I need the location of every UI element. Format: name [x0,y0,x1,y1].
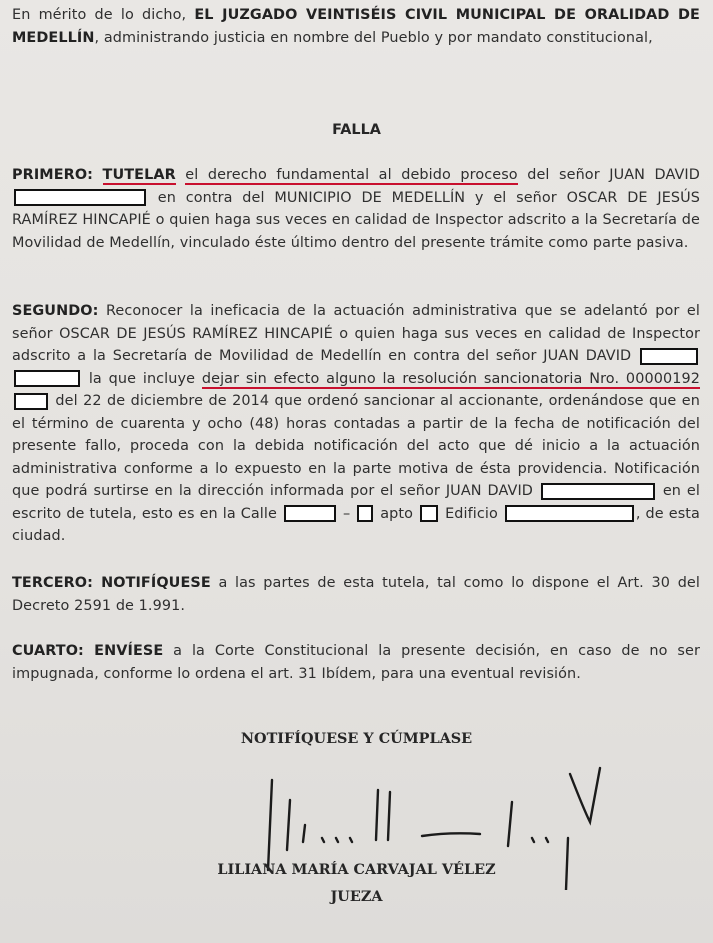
intro-text-1: En mérito de lo dicho, [12,7,187,23]
segundo-text-3: del 22 de diciembre de 2014 que ordenó sancionar al accionante, ordenándose que en el término de cuarenta y ocho (48) horas contadas a partir de la fecha de notificación del presente fallo, proceda con la debida notificación del acto que dé inicio a la actuación administrativa conforme a lo expuesto en la parte motiva de ésta providencia. Notificación que podrá surtirse en la dirección informada por el señor JUAN DAVID [12,393,700,499]
signer-name: LILIANA MARÍA CARVAJAL VÉLEZ [217,861,496,878]
primero-text-2: en contra del MUNICIPIO DE MEDELLÍN y el señor OSCAR DE JESÚS RAMÍREZ HINCAPIÉ o quien haga sus veces en calidad de Inspector adscrito a la Secretaría de Movilidad de Medellín, vinculado éste último dentro del presente trámite como parte pasiva. [12,189,700,251]
segundo-text-7: Edificio [445,505,498,522]
redaction-box [420,505,438,522]
tercero-paragraph [12,572,700,617]
closing-text: NOTIFÍQUESE Y CÚMPLASE [240,730,473,747]
redaction-box [14,393,48,410]
falla-title: FALLA [332,122,381,138]
primero-paragraph [12,164,700,254]
primero-text-1: del señor JUAN DAVID [527,167,700,183]
segundo-label: SEGUNDO: [12,303,99,319]
redaction-box [640,348,698,365]
redaction-box [357,505,373,522]
redaction-box [14,189,146,206]
segundo-text-8: , de esta ciudad. [12,505,700,544]
cuarto-label: CUARTO: ENVÍESE [12,643,164,659]
primero-label: PRIMERO: [12,167,94,183]
intro-text-2: , administrando justicia en nombre del Pueblo y por mandato constitucional, [94,29,653,46]
tercero-text: a las partes de esta tutela, tal como lo dispone el Art. 30 del Decreto 2591 de 1.991. [12,575,700,614]
segundo-text-1: Reconocer la ineficacia de la actuación administrativa que se adelantó por el señor OSCAR DE JESÚS RAMÍREZ HINCAPIÉ o quien haga sus veces en calidad de Inspector adscrito a la Secretaría de Movilidad de Medellín en contra del señor JUAN DAVID [12,303,700,364]
redaction-box [541,483,655,500]
segundo-text-6: apto [380,505,414,522]
segundo-underlined: dejar sin efecto alguno la resolución sancionatoria Nro. 00000192 [201,370,700,387]
segundo-text-5: – [342,505,351,522]
cuarto-text: a la Corte Constitucional la presente decisión, en caso de no ser impugnada, conforme lo ordena el art. 31 Ibídem, para una eventual revisión. [12,643,700,682]
segundo-text-4: en el escrito de tutela, esto es en la Calle [12,483,700,522]
primero-underlined: el derecho fundamental al debido proceso [185,167,518,183]
tercero-label: TERCERO: NOTIFÍQUESE [12,575,211,591]
redaction-box [14,370,80,387]
segundo-text-2: la que incluye [88,370,196,387]
segundo-paragraph [12,300,700,548]
redaction-box [284,505,336,522]
court-name: EL JUZGADO VEINTISÉIS CIVIL MUNICIPAL DE ORALIDAD DE MEDELLÍN [12,7,700,46]
signer-title: JUEZA [330,888,383,905]
intro-paragraph [12,4,700,49]
cuarto-paragraph [12,640,700,685]
redaction-box [505,505,634,522]
primero-verb: TUTELAR [102,167,176,183]
